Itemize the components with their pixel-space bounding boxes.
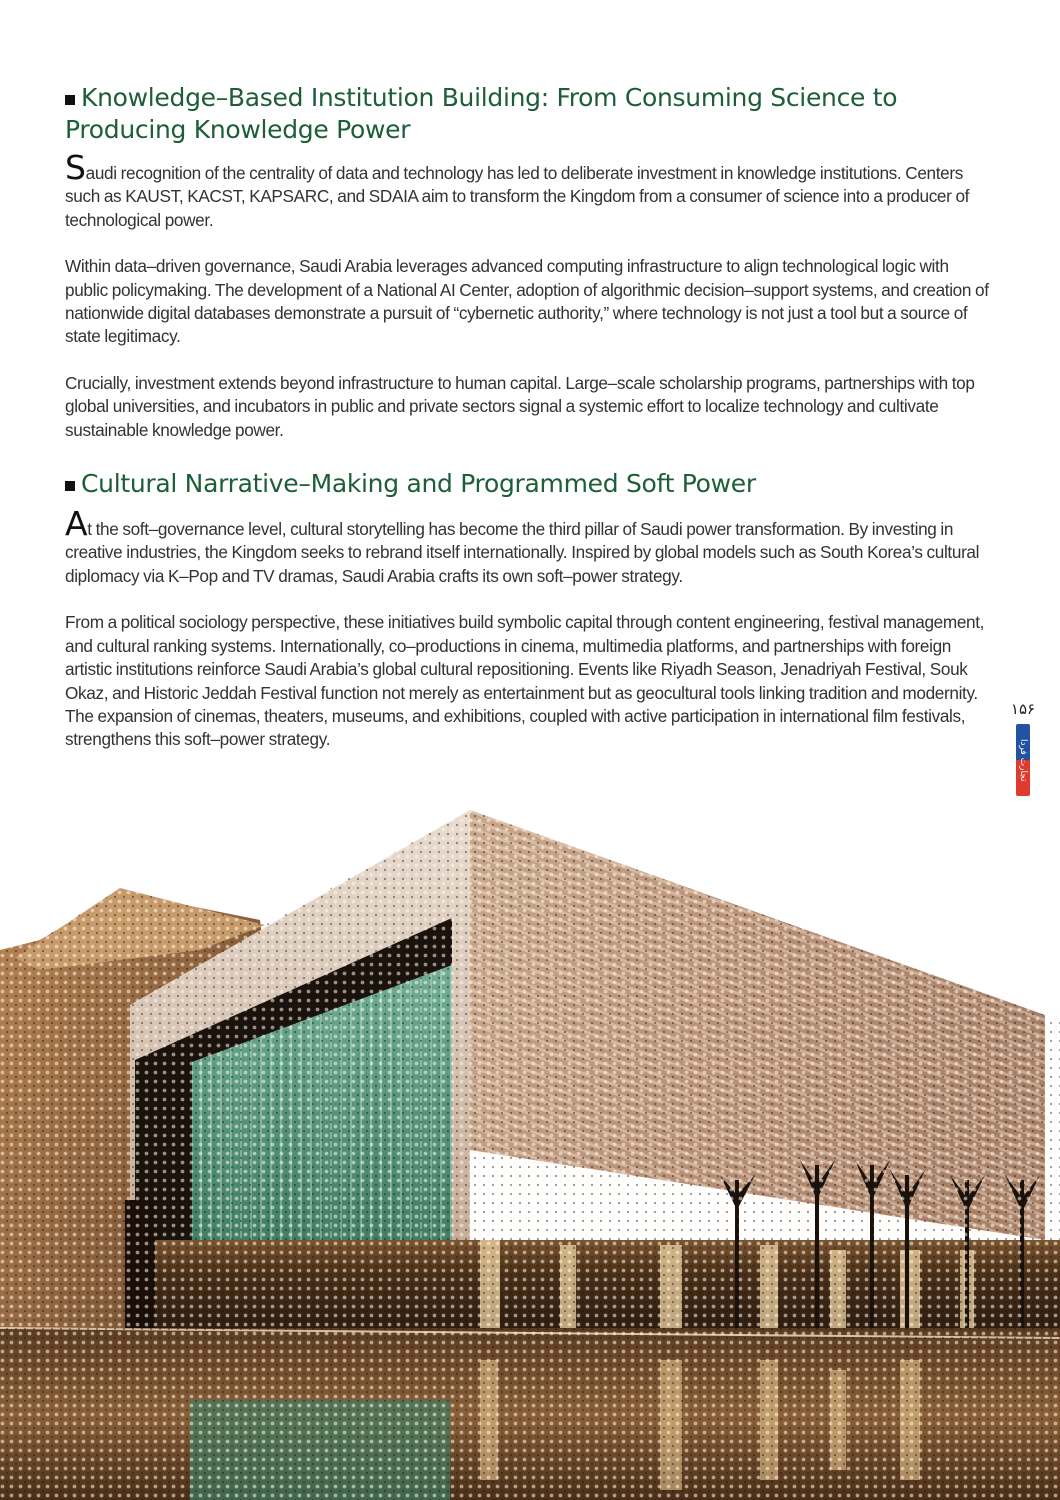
paragraph: Within data–driven governance, Saudi Arabia leverages advanced computing infrastructure to align technological logic with public policymaking. The development of a National AI Center, adoption of algorithmic decision–support systems, and creation of nationwide digital databases demonstrate a pursuit of “cybernetic authority,” where technology is not just a tool but a source of state legitimacy. — [65, 256, 989, 347]
logo-text: تجارت فردا — [1018, 738, 1028, 782]
paragraph-text: t the soft–governance level, cultural storytelling has become the third pillar of Saudi power transformation. By investing in creative industries, the Kingdom seeks to rebrand itself internationally. Inspired by global models such as South Korea’s cultural diplomacy via K–Pop and TV dramas, Saudi Arabia crafts its own soft–power strategy. — [65, 519, 980, 586]
section-cultural-narrative — [65, 468, 995, 752]
publication-logo — [1016, 724, 1030, 796]
article-content — [65, 80, 995, 752]
paragraph — [65, 148, 995, 232]
page-number: ۱۵۶ — [1010, 700, 1036, 718]
section-heading-text: Knowledge–Based Institution Building: From Consuming Science to Producing Knowledge Power — [65, 83, 898, 144]
section-heading — [65, 82, 995, 146]
paragraph — [65, 504, 995, 588]
drop-cap: A — [65, 504, 88, 544]
section-heading-text: Cultural Narrative–Making and Programmed Soft Power — [81, 469, 756, 499]
drop-cap: S — [65, 148, 86, 187]
section-heading — [65, 468, 995, 500]
paragraph-text: audi recognition of the centrality of data and technology has led to deliberate investment in knowledge institutions. Centers such as KAUST, KACST, KAPSARC, and SDAIA aim to transform the Kingdom from a consumer of science into a producer of technological power. — [65, 163, 970, 230]
section-knowledge-institutions — [65, 82, 995, 442]
paragraph: From a political sociology perspective, these initiatives build symbolic capital through content engineering, festival management, and cultural ranking systems. Internationally, co–productions in cinema, multimedia platforms, and partnerships with foreign artistic institutions reinforce Saudi Arabia’s global cultural repositioning. Events like Riyadh Season, Jenadriyah Festival, Souk Okaz, and Historic Jeddah Festival function not merely as entertainment but as geocultural tools linking tradition and modernity. The expansion of cinemas, theaters, museums, and exhibitions, coupled with active participation in international film festivals, strengthens this soft–power strategy. — [65, 612, 985, 750]
paragraph: Crucially, investment extends beyond infrastructure to human capital. Large–scale scholarship programs, partnerships with top global universities, and incubators in public and private sectors signal a systemic effort to localize technology and cultivate sustainable knowledge power. — [65, 372, 975, 440]
square-bullet-icon — [65, 481, 75, 491]
building-photo — [0, 800, 1060, 1500]
page-marker — [1008, 700, 1048, 796]
square-bullet-icon — [65, 95, 75, 105]
